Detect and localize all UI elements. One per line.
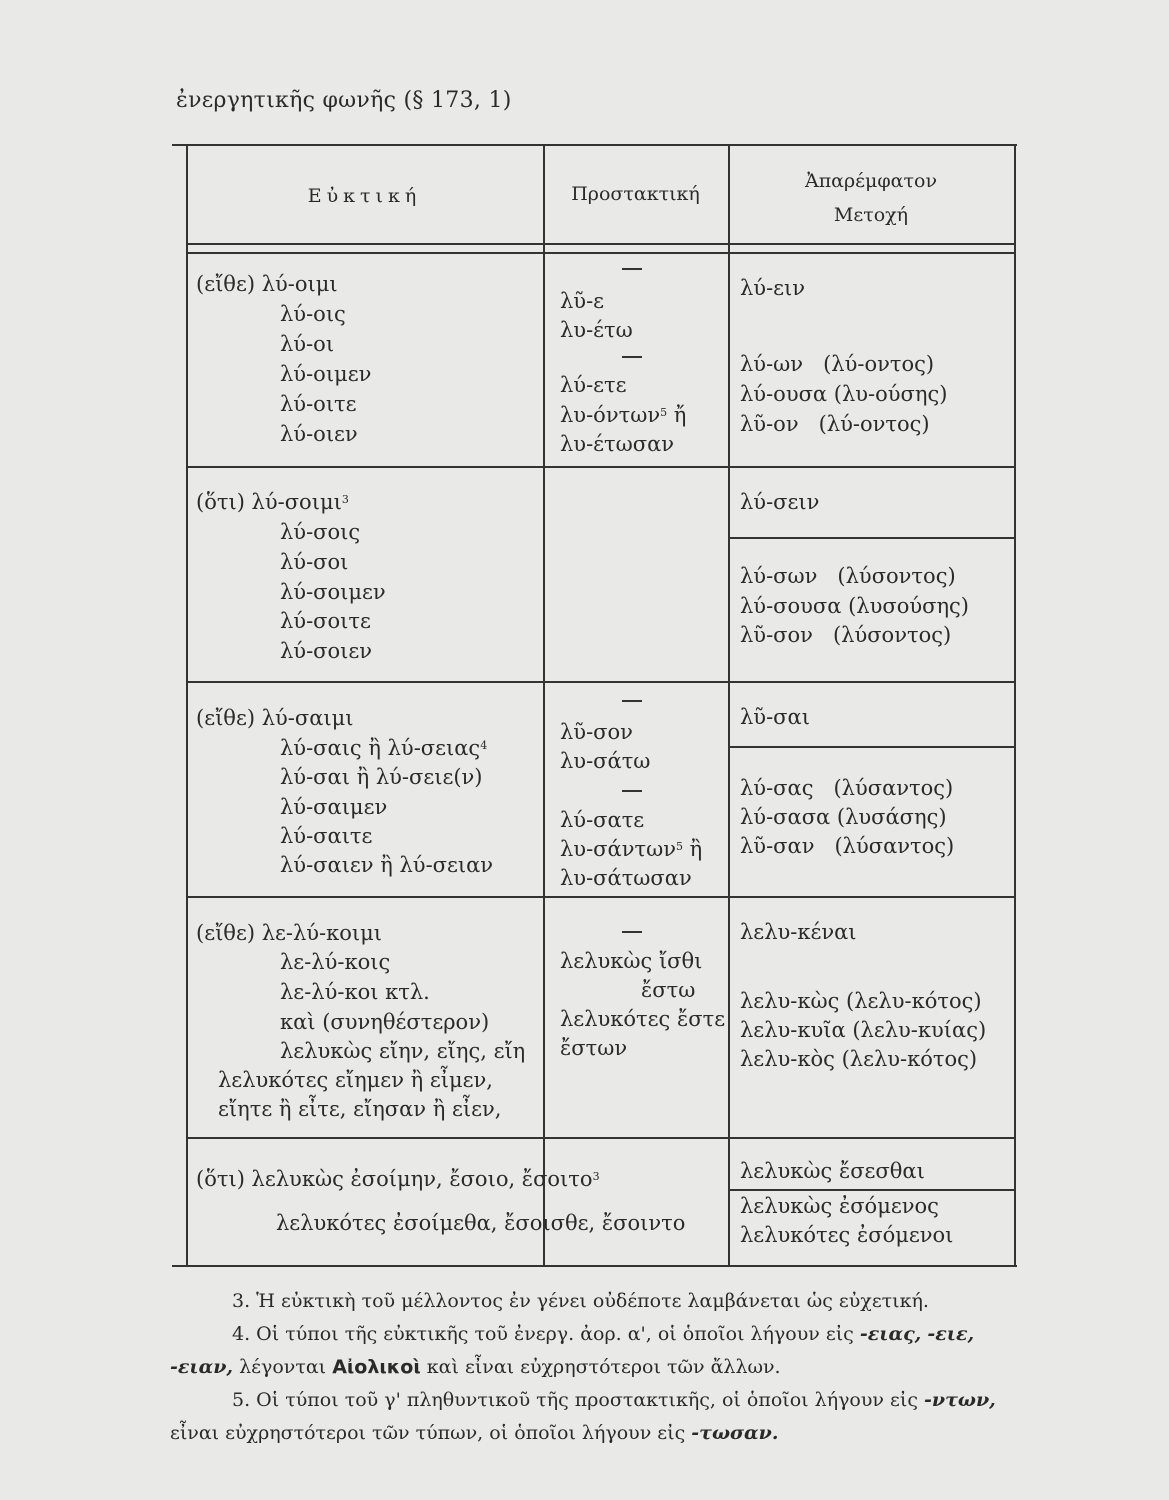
future-participle-neut: λῦ-σον (λύσοντος) xyxy=(740,623,952,647)
future-optative-3pl: λύ-σοιεν xyxy=(280,639,373,663)
footnote-3: 3. Ἡ εὐκτικὴ τοῦ μέλλοντος ἐν γένει οὐδέποτε λαμβάνεται ὡς εὐχετική. xyxy=(232,1290,929,1312)
present-infinitive: λύ-ειν xyxy=(740,276,806,300)
aorist-imperative-3pl: λυ-σάντων$^5$ ἢ xyxy=(560,837,703,861)
present-optative-2pl: λύ-οιτε xyxy=(280,392,357,416)
perfect-optative-periphrastic-pl-1: λελυκότες εἴημεν ἢ εἶμεν, xyxy=(218,1068,493,1092)
page-running-title: ἐνεργητικῆς φωνῆς (§ 173, 1) xyxy=(176,88,512,113)
future-optative-1pl: λύ-σοιμεν xyxy=(280,580,386,604)
aorist-optative-1pl: λύ-σαιμεν xyxy=(280,795,388,819)
present-participle-neut: λῦ-ον (λύ-οντος) xyxy=(740,412,930,436)
perfect-optative-periphrastic-sg: λελυκὼς εἴην, εἴης, εἴη xyxy=(280,1039,526,1063)
perfect-optative-2sg: λε-λύ-κοις xyxy=(280,950,391,974)
future-perfect-optative-pl: λελυκότες ἐσοίμεθα, ἔσοισθε, ἔσοιντο xyxy=(276,1211,686,1235)
future-infinitive: λύ-σειν xyxy=(740,490,820,514)
future-optative-1sg: (ὅτι) λύ-σοιμι$^3$ xyxy=(196,490,349,514)
future-participle-fem: λύ-σουσα (λυσούσης) xyxy=(740,594,969,618)
perfect-participle-neut: λελυ-κὸς (λελυ-κότος) xyxy=(740,1047,978,1071)
perfect-imperative-3sg: ἔστω xyxy=(641,978,696,1002)
perfect-optative-periphrastic-pl-2: εἴητε ἢ εἶτε, εἴησαν ἢ εἶεν, xyxy=(218,1097,502,1121)
present-optative-3sg: λύ-οι xyxy=(280,332,335,356)
future-perfect-optative-sg: (ὅτι) λελυκὼς ἐσοίμην, ἔσοιο, ἔσοιτο$^3$ xyxy=(196,1167,600,1191)
present-optative-2sg: λύ-οις xyxy=(280,302,346,326)
present-optative-1pl: λύ-οιμεν xyxy=(280,362,372,386)
aorist-imperative-2sg: λῦ-σον xyxy=(560,720,633,744)
header-infinitive: Ἀπαρέμφατον xyxy=(804,170,938,192)
perfect-imperative-2pl: λελυκότες ἔστε xyxy=(560,1007,726,1031)
perfect-imperative-2sg: λελυκὼς ἴσθι xyxy=(560,949,703,973)
footnote-5: 5. Οἱ τύποι τοῦ γ' πληθυντικοῦ τῆς προστακτικῆς, οἱ ὁποῖοι λήγουν εἰς -ντων, εἶναι εὐχρηστότεροι τῶν τύπων, οἱ ὁποῖοι λήγουν εἰς -τωσαν. xyxy=(170,1389,996,1444)
perfect-infinitive: λελυ-κέναι xyxy=(740,920,857,944)
future-optative-2sg: λύ-σοις xyxy=(280,520,361,544)
footnote-4: 4. Οἱ τύποι τῆς εὐκτικῆς τοῦ ἐνεργ. ἀορ. α', οἱ ὁποῖοι λήγουν εἰς -ειας, -ειε, -ειαν, λέγονται Αἰολικοὶ καὶ εἶναι εὐχρηστότεροι τῶν ἄλλων. xyxy=(170,1323,975,1378)
perfect-optative-periphrastic-note: καὶ (συνηθέστερον) xyxy=(280,1010,490,1034)
present-participle-fem: λύ-ουσα (λυ-ούσης) xyxy=(740,382,948,406)
perfect-participle-fem: λελυ-κυῖα (λελυ-κυίας) xyxy=(740,1018,987,1042)
present-imperative-3sg: λυ-έτω xyxy=(560,318,633,342)
aorist-participle-neut: λῦ-σαν (λύσαντος) xyxy=(740,834,955,858)
aorist-imperative-3pl-alt: λυ-σάτωσαν xyxy=(560,866,692,890)
aorist-participle-fem: λύ-σασα (λυσάσης) xyxy=(740,805,947,829)
perfect-imperative-3pl: ἔστων xyxy=(560,1036,628,1060)
header-participle: Μετοχή xyxy=(833,204,909,226)
perfect-optative-1sg: (εἴθε) λε-λύ-κοιμι xyxy=(196,921,383,945)
aorist-imperative-3sg: λυ-σάτω xyxy=(560,749,651,773)
future-optative-3sg: λύ-σοι xyxy=(280,550,349,574)
perfect-participle-masc: λελυ-κὼς (λελυ-κότος) xyxy=(740,989,982,1013)
aorist-participle-masc: λύ-σας (λύσαντος) xyxy=(740,776,954,800)
aorist-optative-1sg: (εἴθε) λύ-σαιμι xyxy=(196,706,354,730)
future-participle-masc: λύ-σων (λύσοντος) xyxy=(740,564,956,588)
present-imperative-2pl: λύ-ετε xyxy=(560,373,627,397)
present-imperative-3pl: λυ-όντων$^5$ ἤ xyxy=(560,403,687,427)
present-imperative-2sg: λῦ-ε xyxy=(560,289,605,313)
future-perfect-participle-sg: λελυκὼς ἐσόμενος xyxy=(740,1194,939,1218)
present-participle-masc: λύ-ων (λύ-οντος) xyxy=(740,352,935,376)
present-optative-3pl: λύ-οιεν xyxy=(280,422,358,446)
future-perfect-participle-pl: λελυκότες ἐσόμενοι xyxy=(740,1223,954,1247)
perfect-optative-3sg: λε-λύ-κοι κτλ. xyxy=(280,980,430,1004)
header-optative: Εὐκτική xyxy=(307,185,422,207)
aorist-optative-2pl: λύ-σαιτε xyxy=(280,824,373,848)
present-optative-1sg: (εἴθε) λύ-οιμι xyxy=(196,272,338,296)
aorist-optative-2sg: λύ-σαις ἢ λύ-σειας$^4$ xyxy=(280,736,488,760)
aorist-optative-3pl: λύ-σαιεν ἢ λύ-σειαν xyxy=(280,853,494,877)
future-optative-2pl: λύ-σοιτε xyxy=(280,609,371,633)
present-imperative-3pl-alt: λυ-έτωσαν xyxy=(560,432,675,456)
aorist-imperative-2pl: λύ-σατε xyxy=(560,808,645,832)
aorist-optative-3sg: λύ-σαι ἢ λύ-σειε(ν) xyxy=(280,765,483,789)
header-imperative: Προστακτική xyxy=(571,183,700,205)
aorist-infinitive: λῦ-σαι xyxy=(740,705,810,729)
future-perfect-infinitive: λελυκὼς ἔσεσθαι xyxy=(740,1159,925,1183)
